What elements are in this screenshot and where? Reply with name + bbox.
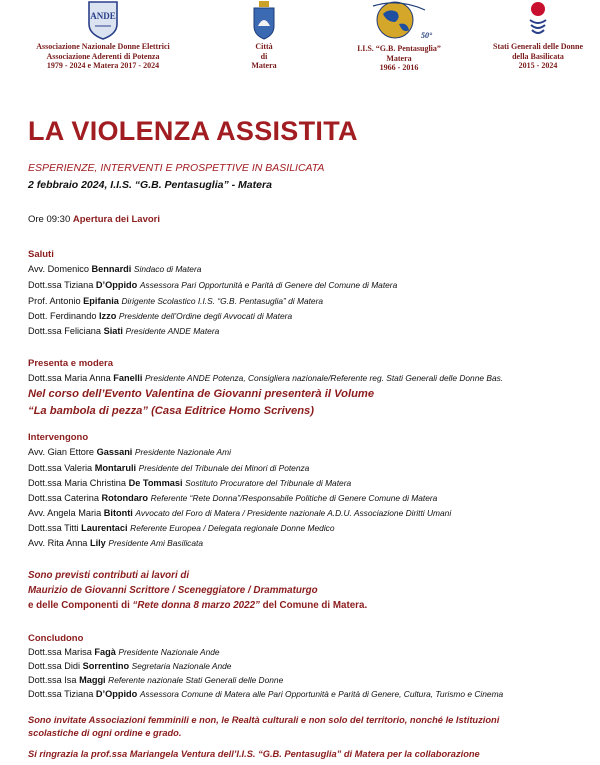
saluti-heading: Saluti [28, 249, 54, 260]
role: Presidente ANDE Potenza, Consigliera nazionale/Referente reg. Stati Generali delle Donne Bas. [144, 373, 504, 383]
name-prefix: Dott. Ferdinando [28, 311, 99, 321]
role: Referente Europea / Delegata regionale Donne Medico [130, 523, 335, 533]
contributi-line-2: Maurizio de Giovanni Scrittore / Sceneggiatore / Drammaturgo [28, 585, 318, 596]
name-prefix: Dott.ssa Didi [28, 661, 83, 671]
name-prefix: Dott.ssa Valeria [28, 463, 95, 473]
matera-logo-block [236, 0, 292, 71]
contributi-text-c: del Comune di Matera. [259, 600, 368, 611]
concludono-row [28, 674, 283, 687]
matera-coat-of-arms-icon [252, 0, 276, 40]
name-prefix: Dott.ssa Caterina [28, 493, 102, 503]
surname: Laurentaci [81, 523, 128, 533]
surname: Maggi [79, 675, 106, 685]
surname: D’Oppido [95, 280, 138, 290]
role: Avvocato del Foro di Matera / Presidente nazionale A.D.U. Associazione Diritti Umani [135, 508, 452, 518]
intervengono-heading: Intervengono [28, 432, 89, 443]
surname: Fanelli [113, 373, 143, 383]
saluti-row [28, 325, 219, 338]
book-line-1: Nel corso dell’Evento Valentina de Giovanni presenterà il Volume [28, 388, 375, 400]
surname: Siati [103, 326, 123, 336]
invitation-line-2: scolastiche di ogni ordine e grado. [28, 728, 182, 738]
role: Assessora Comune di Matera alle Pari Opportunità e Parità di Genere, Cultura, Turismo e Cinema [139, 689, 504, 699]
role: Presidente del Tribunale dei Minori di Potenza [138, 463, 310, 473]
surname: D’Oppido [95, 689, 138, 699]
role: Presidente Nazionale Ande [118, 647, 220, 657]
ande-shield-icon [87, 0, 119, 40]
speaker-row [28, 462, 309, 475]
opening-label: Apertura dei Lavori [72, 214, 160, 225]
event-date: 2 febbraio 2024, I.I.S. “G.B. Pentasuglia” - Matera [28, 179, 272, 191]
name-prefix: Dott.ssa Feliciana [28, 326, 104, 336]
contributi-line-1: Sono previsti contributi ai lavori di [28, 570, 190, 581]
name-prefix: Dott.ssa Maria Anna [28, 373, 114, 383]
stati-generali-logo-block [476, 0, 600, 71]
surname: Izzo [99, 311, 117, 321]
role: Presidente Nazionale Ami [134, 447, 231, 457]
role: Presidente dell’Ordine degli Avvocati di Matera [118, 311, 293, 321]
opening-time: Ore 09:30 [28, 214, 71, 225]
stati-generali-figure-icon [526, 0, 550, 40]
name-prefix: Avv. Domenico [28, 264, 92, 274]
pentasuglia-logo-block [344, 0, 454, 73]
speaker-row [28, 477, 351, 490]
surname: Epifania [83, 296, 119, 306]
thanks-line: Si ringrazia la prof.ssa Mariangela Ventura dell’I.I.S. “G.B. Pentasuglia” di Matera per la collaborazione [28, 749, 480, 759]
role: Sindaco di Matera [133, 264, 202, 274]
stati-line-2: della Basilicata [512, 51, 564, 61]
pentasuglia-line-3: 1966 - 2016 [379, 63, 419, 72]
surname: Gassani [96, 447, 133, 457]
surname: Montaruli [94, 463, 137, 473]
opening-line [28, 213, 160, 226]
role: Dirigente Scolastico I.I.S. “G.B. Pentasuglia” di Matera [121, 296, 324, 306]
ande-line-2: Associazione Aderenti di Potenza [46, 51, 160, 61]
modera-row [28, 372, 503, 385]
role: Presidente ANDE Matera [125, 326, 220, 336]
name-prefix: Avv. Angela Maria [28, 508, 104, 518]
saluti-row [28, 295, 323, 308]
saluti-row [28, 263, 201, 276]
modera-heading: Presenta e modera [28, 358, 114, 369]
name-prefix: Prof. Antonio [28, 296, 84, 306]
name-prefix: Avv. Gian Ettore [28, 447, 97, 457]
contributi-line-3 [28, 599, 367, 612]
concludono-row [28, 688, 503, 701]
header-logos [0, 0, 600, 86]
surname: Fagà [94, 647, 116, 657]
svg-text:ANDE: ANDE [90, 11, 116, 21]
pentasuglia-line-1: I.I.S. “G.B. Pentasuglia” [357, 44, 441, 53]
globe-logo-icon [359, 0, 439, 42]
ande-logo-block [28, 0, 178, 71]
name-prefix: Dott.ssa Maria Christina [28, 478, 129, 488]
role: Assessora Pari Opportunità e Parità di Genere del Comune di Matera [139, 280, 398, 290]
speaker-row [28, 492, 437, 505]
role: Referente “Rete Donna”/Responsabile Politiche di Genere Comune di Matera [150, 493, 438, 503]
event-title: LA VIOLENZA ASSISTITA [28, 116, 358, 146]
name-prefix: Dott.ssa Tiziana [28, 689, 96, 699]
name-prefix: Dott.ssa Marisa [28, 647, 95, 657]
surname: Bitonti [103, 508, 133, 518]
stati-line-1: Stati Generali delle Donne [493, 42, 583, 51]
speaker-row [28, 522, 335, 535]
surname: Lily [89, 538, 106, 548]
name-prefix: Dott.ssa Isa [28, 675, 80, 685]
name-prefix: Dott.ssa Titti [28, 523, 82, 533]
concludono-row [28, 646, 220, 659]
matera-line-1: Città [255, 42, 273, 51]
speaker-row [28, 537, 203, 550]
surname: De Tommasi [128, 478, 183, 488]
name-prefix: Dott.ssa Tiziana [28, 280, 96, 290]
pentasuglia-line-2: Matera [386, 53, 412, 63]
role: Referente nazionale Stati Generali delle Donne [108, 675, 284, 685]
role: Presidente Ami Basilicata [108, 538, 204, 548]
speaker-row [28, 446, 231, 459]
event-subtitle: ESPERIENZE, INTERVENTI E PROSPETTIVE IN BASILICATA [28, 162, 325, 174]
invitation-line-1: Sono invitate Associazioni femminili e non, le Realtà culturali e non solo del territorio, nonché le Istituzioni [28, 715, 500, 725]
concludono-row [28, 660, 231, 673]
role: Segretaria Nazionale Ande [131, 661, 232, 671]
book-line-2: “La bambola di pezza” (Casa Editrice Homo Scrivens) [28, 405, 314, 417]
surname: Bennardi [91, 264, 132, 274]
role: Sostituto Procuratore del Tribunale di Matera [185, 478, 352, 488]
surname: Sorrentino [82, 661, 130, 671]
speaker-row [28, 507, 451, 520]
concludono-heading: Concludono [28, 633, 84, 644]
contributi-text-b: “Rete donna 8 marzo 2022” [132, 600, 260, 611]
stati-line-3: 2015 - 2024 [518, 61, 558, 70]
saluti-row [28, 310, 292, 323]
name-prefix: Avv. Rita Anna [28, 538, 90, 548]
surname: Rotondaro [101, 493, 148, 503]
contributi-text-a: e delle Componenti di [28, 600, 133, 611]
matera-line-3: Matera [251, 61, 277, 70]
ande-line-3: 1979 - 2024 e Matera 2017 - 2024 [46, 61, 160, 70]
matera-line-2: di [260, 51, 268, 61]
ande-line-1: Associazione Nazionale Donne Elettrici [36, 42, 170, 51]
svg-text:50°: 50° [421, 31, 433, 40]
saluti-row [28, 279, 397, 292]
